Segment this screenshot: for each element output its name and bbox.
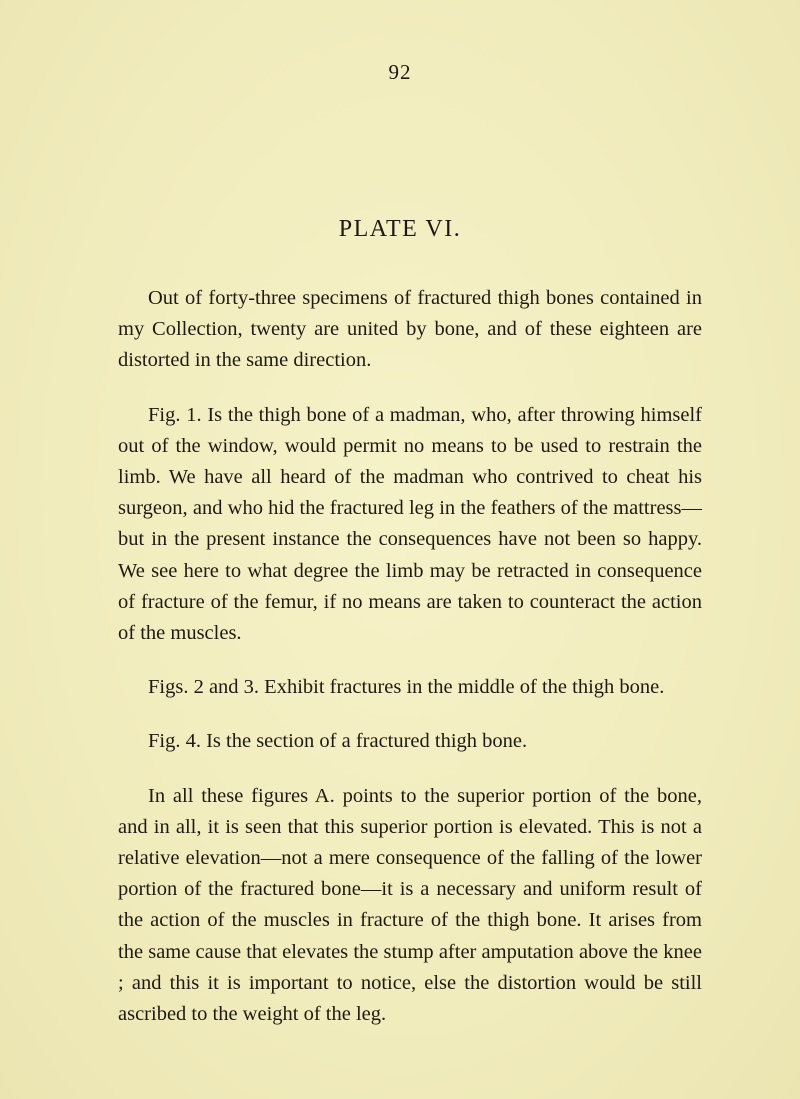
paragraph-figs-2-3: Figs. 2 and 3. Exhibit fractures in the middle of the thigh bone. [148, 676, 665, 699]
paragraph-intro: Out of forty-three specimens of fractured thigh bones contained in my Collection, twenty are united by bone, and of these eighteen are distorted in the same direction. [118, 287, 702, 372]
plate-title: PLATE VI. [338, 216, 462, 242]
paragraph-fig-4: Fig. 4. Is the section of a fractured thigh bone. [148, 730, 528, 753]
paragraph-conclusion: In all these figures A. points to the superior portion of the bone, and in all, it is seen that this superior portion is elevated. This is not a relative elevation—not a mere consequence of the falling of the lower portion of the fractured bone—it is a necessary and uniform result of the action of the muscles in fracture of the thigh bone. It arises from the same cause that elevates the stump after amputation above the knee ; and this it is important to notice, else the distortion would be still ascribed to the weight of the leg. [118, 784, 702, 1026]
paragraph-fig-1: Fig. 1. Is the thigh bone of a madman, who, after throwing himself out of the window, would permit no means to be used to restrain the limb. We have all heard of the madman who contrived to cheat his surgeon, and who hid the fractured leg in the feathers of the mattress—but in the present instance the consequences have not been so happy. We see here to what degree the limb may be retracted in consequence of fracture of the femur, if no means are taken to counteract the action of the muscles. [118, 403, 702, 645]
body-text [118, 283, 702, 1030]
page-number: 92 [388, 60, 412, 84]
